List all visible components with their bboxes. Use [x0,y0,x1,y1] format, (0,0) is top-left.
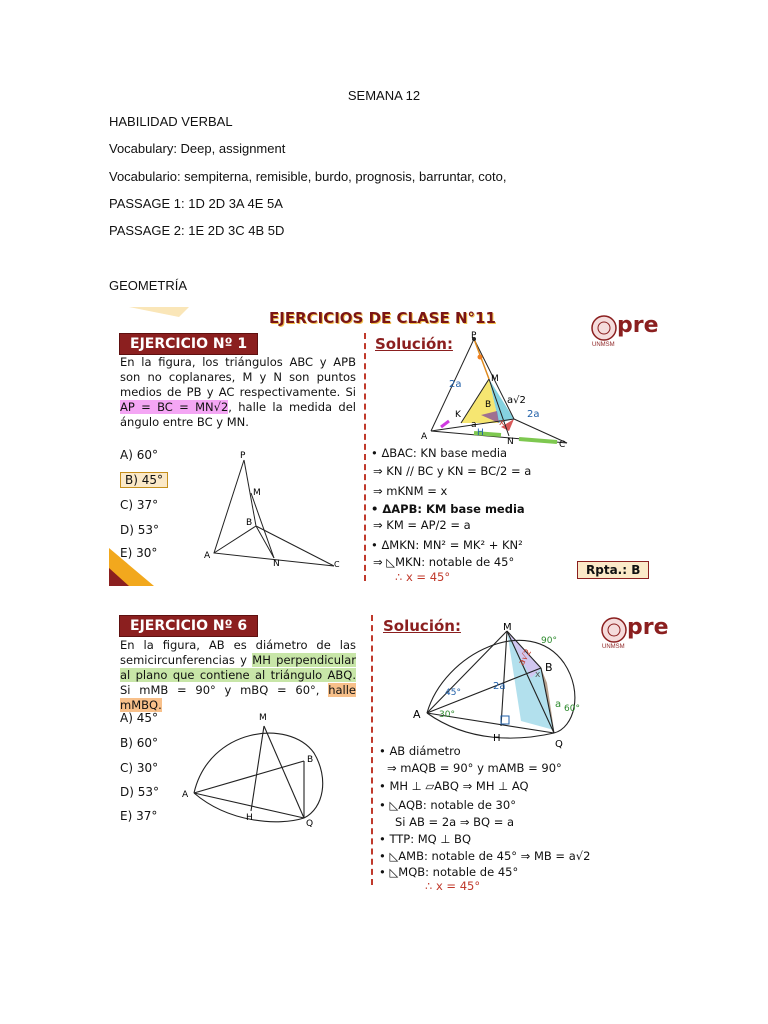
sol-label-k: K [455,410,461,420]
solution-label-2: Solución: [383,617,461,635]
exercise-6-panel [109,603,669,893]
solution-6-step-3: • MH ⊥ ▱ABQ ⇒ MH ⊥ AQ [379,779,529,793]
exercise-1-panel [109,303,659,586]
fig6-label-m: M [259,713,267,723]
exercise-6-statement [120,638,356,713]
sol6-label-a: a [555,699,562,710]
statement-part-1: En la figura, los triángulos ABC y APB son no coplanares, M y N son puntos medios de PB y AC respectivamente. Si [120,355,356,399]
statement-highlight: AP = BC = MN√2 [120,400,229,414]
section-heading: GEOMETRÍA [109,278,188,293]
statement-6-part-1: En la figura, AB es diámetro de las semicircunferencias y [120,638,356,667]
document-title: SEMANA 12 [347,88,421,103]
sol6-label-90: 90° [541,636,557,646]
pre-logo: pre [617,313,659,338]
exercise-1-header: EJERCICIO Nº 1 [119,333,258,355]
sol6-label-45: 45° [445,688,461,698]
solution-1-step-2: ⇒ KN // BC y KN = BC/2 = a [373,464,532,478]
exercise-6-figure [179,708,329,828]
sol-label-a-segment: a [471,420,477,430]
option-e[interactable]: E) 30° [120,546,158,560]
panel-divider-2 [371,615,373,885]
fig-label-b: B [246,518,253,528]
sol6-label-a-root2: a√2 [516,647,535,668]
statement-part-2: , halle la medida del ángulo entre BC y MN. [120,400,356,429]
sol6-label-b: B [545,661,553,674]
sol6-label-x: x [535,670,541,680]
unmsm-label: UNMSM [592,342,615,348]
sol-label-p: P [471,331,477,341]
sol6-label-a: A [413,708,421,721]
sol6-label-30: 30° [439,710,455,720]
fig6-label-q: Q [306,819,314,829]
option-b-label: B) 45° [120,472,168,488]
solution-6-step-6: • TTP: MQ ⊥ BQ [379,832,471,846]
solution-6-figure [409,623,599,748]
option-6-b[interactable]: B) 60° [120,736,158,750]
solution-1-figure [419,331,569,451]
exercise-6-header: EJERCICIO Nº 6 [119,615,258,637]
solution-1-step-7: ⇒ ◺MKN: notable de 45° [373,555,515,569]
unmsm-seal-icon-2 [601,617,627,643]
sol6-label-60: 60° [564,704,580,714]
option-6-e[interactable]: E) 37° [120,809,158,823]
exercise-1-figure [204,448,344,568]
option-c[interactable]: C) 37° [120,498,159,512]
sol-label-2a: 2a [449,379,462,390]
statement-6-part-2: Si mMB = 90° y mBQ = 60°, [120,683,329,697]
fig-label-c: C [334,560,340,569]
fig-label-n: N [273,559,280,569]
option-6-a[interactable]: A) 45° [120,711,158,725]
option-6-c[interactable]: C) 30° [120,761,159,775]
panel-title: EJERCICIOS DE CLASE N°11 [269,309,496,327]
decorative-top-icon [129,307,189,317]
sol-label-a: A [421,432,428,442]
solution-1-step-4: • ΔAPB: KM base media [371,502,525,516]
sol-label-2a-right: 2a [527,409,540,420]
sol-label-c: C [559,440,566,450]
solution-6-result: ∴ x = 45° [425,879,481,893]
option-a[interactable]: A) 60° [120,448,158,462]
solution-6-step-8: • ◺MQB: notable de 45° [379,865,519,879]
option-6-d[interactable]: D) 53° [120,785,160,799]
solution-6-step-4: • ◺AQB: notable de 30° [379,798,516,812]
sol6-label-m: M [503,622,512,633]
doc-line-passage-1: PASSAGE 1: 1D 2D 3A 4E 5A [109,196,283,211]
solution-6-step-1: • AB diámetro [379,744,461,758]
solution-6-step-7: • ◺AMB: notable de 45° ⇒ MB = a√2 [379,849,591,863]
solution-1-step-1: • ΔBAC: KN base media [371,446,508,460]
answer-badge: Rpta.: B [577,561,649,579]
solution-1-step-3: ⇒ mKNM = x [373,484,448,498]
fig-label-m: M [253,488,261,498]
exercise-1-statement [120,355,356,430]
sol-label-n: N [507,437,514,447]
fig6-label-h: H [246,813,253,823]
sol6-label-q: Q [555,739,563,750]
fig-label-a: A [204,551,211,561]
unmsm-label-2: UNMSM [602,644,625,650]
statement-6-highlight-2: halle mMBQ. [120,683,356,712]
sol-label-a-root2: a√2 [507,395,526,406]
option-d[interactable]: D) 53° [120,523,160,537]
sol6-label-h: H [493,733,501,744]
fig6-label-a: A [182,790,189,800]
option-b[interactable] [120,473,168,487]
sol-label-m: M [491,374,499,384]
doc-line-vocabulario: Vocabulario: sempiterna, remisible, burdo, prognosis, barruntar, coto, [109,169,507,184]
doc-line-heading: HABILIDAD VERBAL [109,114,233,129]
sol-label-b: B [485,400,492,410]
solution-label: Solución: [375,335,453,353]
doc-line-passage-2: PASSAGE 2: 1E 2D 3C 4B 5D [109,223,285,238]
solution-1-step-5: ⇒ KM = AP/2 = a [373,518,471,532]
pre-logo-2: pre [627,615,669,640]
solution-1-step-6: • ΔMKN: MN² = MK² + KN² [371,538,523,552]
sol-label-h: H [477,428,484,438]
fig-label-p: P [240,451,246,461]
sol6-label-2a: 2a [493,681,506,692]
fig6-label-b: B [307,755,314,765]
solution-6-step-2: ⇒ mAQB = 90° y mAMB = 90° [387,761,562,775]
unmsm-seal-icon [591,315,617,341]
solution-1-result: ∴ x = 45° [395,570,451,584]
sol-label-x: x [499,418,505,428]
panel-divider [364,333,366,581]
solution-6-step-5: Si AB = 2a ⇒ BQ = a [395,815,515,829]
doc-line-vocabulary: Vocabulary: Deep, assignment [109,141,286,156]
statement-6-highlight-1: MH perpendicular al plano que contiene al triángulo ABQ. [120,653,356,682]
